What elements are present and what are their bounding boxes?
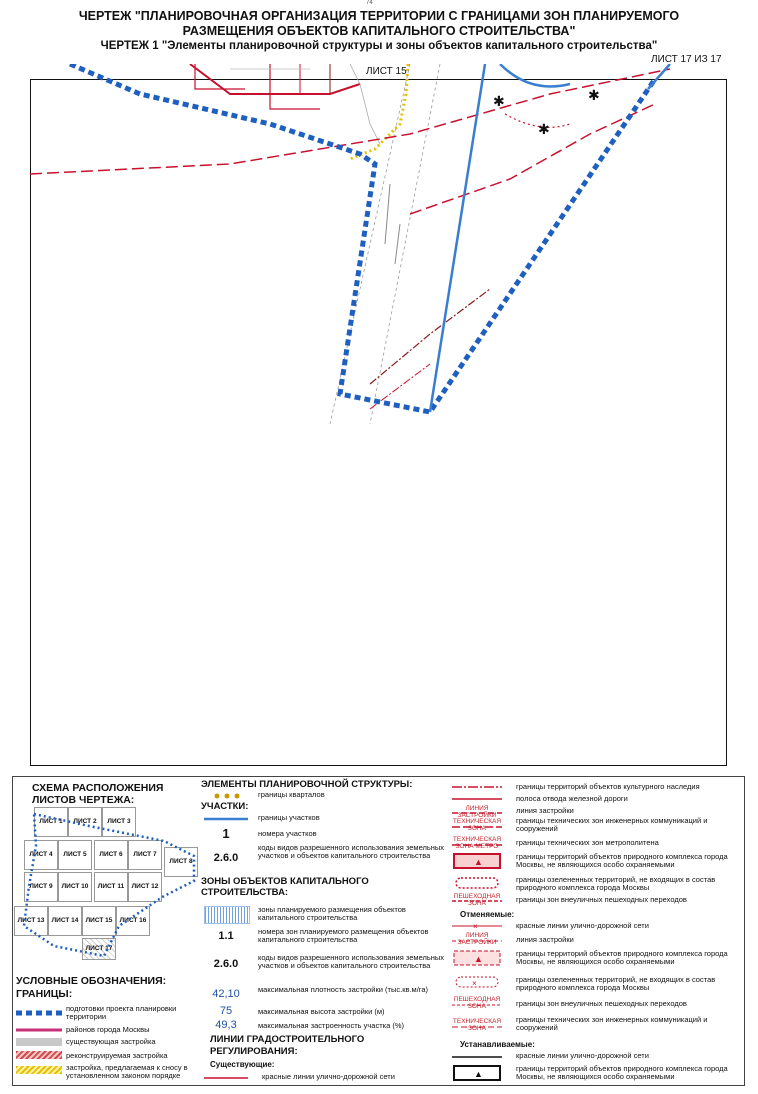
lines-title-line1: ЛИНИИ ГРАДОСТРОИТЕЛЬНОГО — [210, 1034, 365, 1045]
svg-text:▲: ▲ — [474, 1069, 483, 1079]
legend-boundaries-title: ГРАНИЦЫ: — [16, 988, 73, 1000]
existing-building-outlines — [190, 64, 380, 144]
legend-zones-planned: зоны планируемого размещения объектов капитального строительства — [258, 905, 406, 922]
existing-building-symbol — [16, 1038, 62, 1046]
legend-cancel-pedestrian: границы зон внеуличных пешеходных переходов — [516, 999, 687, 1008]
scheme-title-line2: ЛИСТОВ ЧЕРТЕЖА: — [32, 794, 135, 806]
map-drawing — [30, 64, 727, 424]
planning-boundary-symbol — [16, 1008, 62, 1018]
legend-item-reconstructed: реконструируемая застройка — [66, 1051, 168, 1060]
tech-zone-symbol — [452, 825, 502, 829]
cancel-red-line-symbol — [452, 922, 502, 930]
drawing-title-line2: РАЗМЕЩЕНИЯ ОБЪЕКТОВ КАПИТАЛЬНОГО СТРОИТЕЛЬСТВА" — [182, 24, 576, 38]
sheet-cell-15: ЛИСТ 15 — [82, 906, 116, 936]
legend-cancel-build-line: линия застройки — [516, 935, 574, 944]
demolition-building-symbol — [16, 1066, 62, 1074]
reconstructed-building-symbol — [16, 1051, 62, 1059]
scheme-boundary-outline — [14, 806, 204, 966]
cancel-tech-zone-symbol — [452, 1025, 502, 1029]
plots-title: УЧАСТКИ: — [201, 801, 249, 812]
new-nature-complex-symbol — [452, 1064, 502, 1082]
metro-zone-symbol-label: ТЕХНИЧЕСКАЯ ЗОНА МЕТРО — [452, 836, 502, 850]
height-symbol: 75 — [219, 1005, 233, 1017]
legend-cancel-nature: границы территорий объектов природного комплекса города Москвы, не являющихся особо охраняемыми — [516, 949, 728, 966]
sheet-cell-2: ЛИСТ 2 — [68, 807, 102, 837]
red-line-symbol — [204, 1076, 248, 1080]
svg-text:✱: ✱ — [493, 93, 505, 109]
sheet-cell-6: ЛИСТ 6 — [94, 840, 128, 870]
legend-plot-bounds: границы участков — [258, 813, 320, 822]
legend-quarters: границы кварталов — [258, 790, 325, 799]
cancel-build-line-symbol — [452, 939, 502, 943]
railway-strip-symbol — [452, 796, 502, 802]
sheet-cell-11: ЛИСТ 11 — [94, 872, 128, 902]
legend-heritage: границы территорий объектов культурного наследия — [516, 782, 700, 791]
svg-text:×: × — [473, 922, 478, 930]
green-territory-symbol — [452, 876, 502, 890]
pedestrian-zone-symbol — [452, 899, 502, 903]
established-title: Устанавливаемые: — [460, 1040, 535, 1049]
legend-density: максимальная плотность застройки (тыс.кв.м/га) — [258, 985, 429, 994]
build-line-symbol-label: ЛИНИЯ ЗАСТРОЙКИ — [457, 805, 497, 819]
legend-zone-code: коды видов разрешенного использования земельных участков и объектов капитального строительства — [258, 953, 445, 970]
cancel-tech-zone-symbol-label: ТЕХНИЧЕСКАЯ ЗОНА — [452, 1018, 502, 1032]
pedestrian-zone-symbol-label: ПЕШЕХОДНАЯ ЗОНА — [453, 893, 501, 907]
svg-text:✱: ✱ — [588, 87, 600, 103]
legend-red-lines: красные линии улично-дорожной сети — [262, 1072, 395, 1081]
legend-cancel-red-lines: красные линии улично-дорожной сети — [516, 921, 649, 930]
sheet-cell-17: ЛИСТ 17 — [82, 938, 116, 960]
cancel-nature-complex-symbol — [452, 949, 502, 967]
cancel-build-line-symbol-label: ЛИНИЯ ЗАСТРОЙКИ — [457, 932, 497, 946]
metro-zone-symbol — [452, 843, 502, 847]
adjacent-sheet-label: ЛИСТ 15 — [366, 66, 407, 77]
zone-number-symbol: 1.1 — [218, 930, 234, 942]
legend-zone-number: номера зон планируемого размещения объектов капитального строительства — [258, 927, 429, 944]
legend-item-planning-boundary: подготовки проекта планировки территории — [66, 1004, 177, 1021]
red-lines — [30, 69, 670, 409]
sheet-counter: ЛИСТ 17 ИЗ 17 — [651, 54, 722, 65]
nature-complex-symbol — [452, 852, 502, 870]
legend-item-district-boundary: районов города Москвы — [66, 1025, 150, 1034]
cancel-green-symbol — [452, 975, 502, 989]
sheet-cell-5: ЛИСТ 5 — [58, 840, 92, 870]
sheet-cell-1: ЛИСТ 1 — [34, 807, 68, 837]
drawing-title-line1: ЧЕРТЕЖ "ПЛАНИРОВОЧНАЯ ОРГАНИЗАЦИЯ ТЕРРИТОРИИ С ГРАНИЦАМИ ЗОН ПЛАНИРУЕМОГО — [78, 9, 680, 23]
svg-text:▲: ▲ — [474, 954, 483, 964]
planning-structure-title: ЭЛЕМЕНТЫ ПЛАНИРОВОЧНОЙ СТРУКТУРЫ: — [201, 779, 413, 790]
legend-cancel-tech-zone: границы технических зон инженерных коммуникаций и сооружений — [516, 1015, 708, 1032]
svg-text:▲: ▲ — [474, 857, 483, 867]
legend-plot-number: номера участков — [258, 829, 317, 838]
legend-nature-complex: границы территорий объектов природного комплекса города Москвы, не являющихся особо охраняемыми — [516, 852, 728, 869]
density-symbol: 42,10 — [212, 988, 240, 1000]
sheet-cell-9: ЛИСТ 9 — [24, 872, 58, 902]
legend-green-territory: границы озелененных территорий, не входящих в состав природного комплекса города Москвы — [516, 875, 716, 892]
sheet-cell-3: ЛИСТ 3 — [102, 807, 136, 837]
legend-plot-code: коды видов разрешенного использования земельных участков и объектов капитального строительства — [258, 843, 445, 860]
planned-zone-symbol — [204, 906, 250, 924]
sheet-cell-8: ЛИСТ 8 — [164, 847, 198, 877]
legend-item-demolition: застройка, предлагаемая к сносу в установленном законом порядке — [66, 1063, 188, 1080]
tech-zone-symbol-label: ТЕХНИЧЕСКАЯ ЗОНА — [452, 818, 502, 832]
sheet-cell-13: ЛИСТ 13 — [14, 906, 48, 936]
legend-coverage: максимальная застроенность участка (%) — [258, 1021, 405, 1030]
legend-pedestrian-zone: границы зон внеуличных пешеходных переходов — [516, 895, 687, 904]
cancel-pedestrian-symbol-label: ПЕШЕХОДНАЯ ЗОНА — [453, 996, 501, 1010]
build-line-symbol — [452, 811, 502, 815]
lines-title-line2: РЕГУЛИРОВАНИЯ: — [210, 1046, 298, 1057]
legend-metro-zone: границы технических зон метрополитена — [516, 838, 659, 847]
legend-title: УСЛОВНЫЕ ОБОЗНАЧЕНИЯ: — [16, 975, 167, 987]
sheet-cell-16: ЛИСТ 16 — [116, 906, 150, 936]
legend-tech-zone: границы технических зон инженерных коммуникаций и сооружений — [516, 816, 708, 833]
coverage-symbol: 49,3 — [215, 1019, 237, 1031]
legend-new-nature: границы территорий объектов природного комплекса города Москвы, не являющихся особо охраняемыми — [516, 1064, 728, 1081]
drawing-subtitle: ЧЕРТЕЖ 1 "Элементы планировочной структуры и зоны объектов капитального строительства" — [100, 40, 658, 52]
new-red-line-symbol — [452, 1055, 502, 1059]
plot-number-symbol: 1 — [222, 826, 230, 841]
point-markers — [493, 87, 600, 137]
svg-text:×: × — [472, 979, 477, 988]
scheme-title-line1: СХЕМА РАСПОЛОЖЕНИЯ — [32, 782, 164, 794]
legend-railway: полоса отвода железной дороги — [516, 794, 628, 803]
legend-cancel-green: границы озелененных территорий, не входящих в состав природного комплекса города Москвы — [516, 975, 716, 992]
zone-code-symbol: 2.6.0 — [213, 958, 239, 970]
sheet-cell-4: ЛИСТ 4 — [24, 840, 58, 870]
legend-height: максимальная высота застройки (м) — [258, 1007, 385, 1016]
cancel-pedestrian-symbol — [452, 1003, 502, 1007]
cancelled-title: Отменяемые: — [460, 910, 515, 919]
quarter-boundary-symbol — [214, 792, 244, 800]
road-lines — [330, 64, 440, 424]
legend-build-line: линия застройки — [516, 806, 574, 815]
page-number: 74 — [366, 0, 373, 6]
sheet-cell-10: ЛИСТ 10 — [58, 872, 92, 902]
plot-boundary-symbol — [204, 816, 248, 822]
plot-code-symbol: 2.6.0 — [213, 852, 239, 864]
heritage-boundary-symbol — [452, 784, 502, 790]
sheet-cell-12: ЛИСТ 12 — [128, 872, 162, 902]
legend-new-red-lines: красные линии улично-дорожной сети — [516, 1051, 649, 1060]
planning-project-boundary — [70, 64, 655, 412]
svg-text:✱: ✱ — [538, 121, 550, 137]
legend-item-existing-buildings: существующая застройка — [66, 1037, 156, 1046]
zones-title: ЗОНЫ ОБЪЕКТОВ КАПИТАЛЬНОГО СТРОИТЕЛЬСТВА: — [201, 876, 369, 898]
sheet-cell-14: ЛИСТ 14 — [48, 906, 82, 936]
district-boundary-symbol — [16, 1026, 62, 1034]
existing-lines-title: Существующие: — [210, 1060, 275, 1069]
sheet-cell-7: ЛИСТ 7 — [128, 840, 162, 870]
